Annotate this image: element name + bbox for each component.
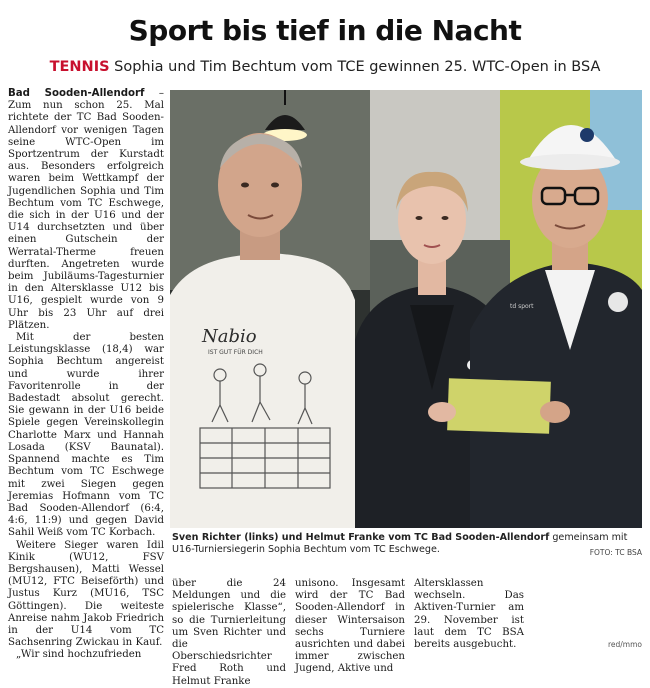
subline <box>0 59 650 75</box>
caption-rest: gemeinsam mit U16-Turniersiegerin Sophia Bechtum vom TC Eschwege. <box>172 532 628 555</box>
shirt-tagline: IST GUT FÜR DICH <box>208 349 263 356</box>
paragraph-3: Weitere Sieger waren Idil Kinik (WU12, FSV Bergshausen), Matti Wessel (MU12, FTC Beiseförth) und Justus Kurz (MU16, TSC Göttingen). Die weiteste Anreise nahm Jakob Friedrich in der U14 vom TC Sachsenring Zwickau in Kauf. <box>8 539 164 649</box>
kicker-tennis: TENNIS <box>49 59 110 75</box>
subline-text: Sophia und Tim Bechtum vom TCE gewinnen 25. WTC-Open in BSA <box>114 59 601 75</box>
article-photo <box>170 90 642 528</box>
column-b-text: über die 24 Meldungen und die spielerische Klasse“, so die Turnierleitung um Sven Richter und die Oberschiedsrichter Fred Roth und Helmut Franke <box>172 578 286 687</box>
headline: Sport bis tief in die Nacht <box>128 14 522 47</box>
dateline: Bad Sooden-Allendorf <box>8 88 145 99</box>
shirt-brand: Nabio <box>202 326 257 347</box>
svg-text:td sport: td sport <box>510 303 534 310</box>
author-tag: red/mmo <box>607 640 642 649</box>
photo-caption <box>172 532 642 556</box>
article-column-d <box>414 578 524 651</box>
paragraph-1 <box>8 88 164 332</box>
article-column-left <box>8 88 164 661</box>
article-column-b <box>172 578 286 688</box>
paragraph-2: Mit der besten Leistungsklasse (18,4) war Sophia Bechtum angereist und wurde ihrer Favoritenrolle in der Badestadt absolut gerecht. Sie gewann in der U16 beide Spiele gegen Vereinskollegin Charlotte Marx und Hannah Losada (KSV Baunatal). Spannend machte es Tim Bechtum vom TC Eschwege mit zwei Siegen gegen Jeremias Hofmann vom TC Bad Sooden-Allendorf (6:4, 4:6, 11:9) und gegen David Sahil Weiß vom TC Korbach. <box>8 332 164 539</box>
column-c-text: unisono. Insgesamt wird der TC Bad Sooden-Allendorf in dieser Wintersaison sechs Turniere ausrichten und dabei immer zwischen Jugend, Aktive und <box>295 578 405 675</box>
article-column-c <box>295 578 405 676</box>
caption-bold: Sven Richter (links) und Helmut Franke vom TC Bad Sooden-Allendorf <box>172 532 550 543</box>
photo-credit: FOTO: TC BSA <box>589 548 642 557</box>
paragraph-1-text: – Zum nun schon 25. Mal richtete der TC Bad Sooden-Allendorf vor wenigen Tagen seine WTC-Open im Sportzentrum der Kurstadt aus. Besonders erfolgreich waren beim Wettkampf der Jugendlichen Sophia und Tim Bechtum vom TC Eschwege, die sich in der U16 und der U14 durchsetzten und über einen Gutschein der Werratal-Therme freuen durften. Angetreten wurde beim Jubiläums-Tagesturnier in den Altersklasse U12 bis U16, gespielt wurde von 9 Uhr bis 23 Uhr auf drei Plätzen. <box>8 88 164 331</box>
paragraph-4: „Wir sind hochzufrieden <box>16 649 142 661</box>
column-d-text: Altersklassen wechseln. Das Aktiven-Turnier am 29. November ist laut dem TC BSA bereits ausgebucht. <box>414 578 524 651</box>
